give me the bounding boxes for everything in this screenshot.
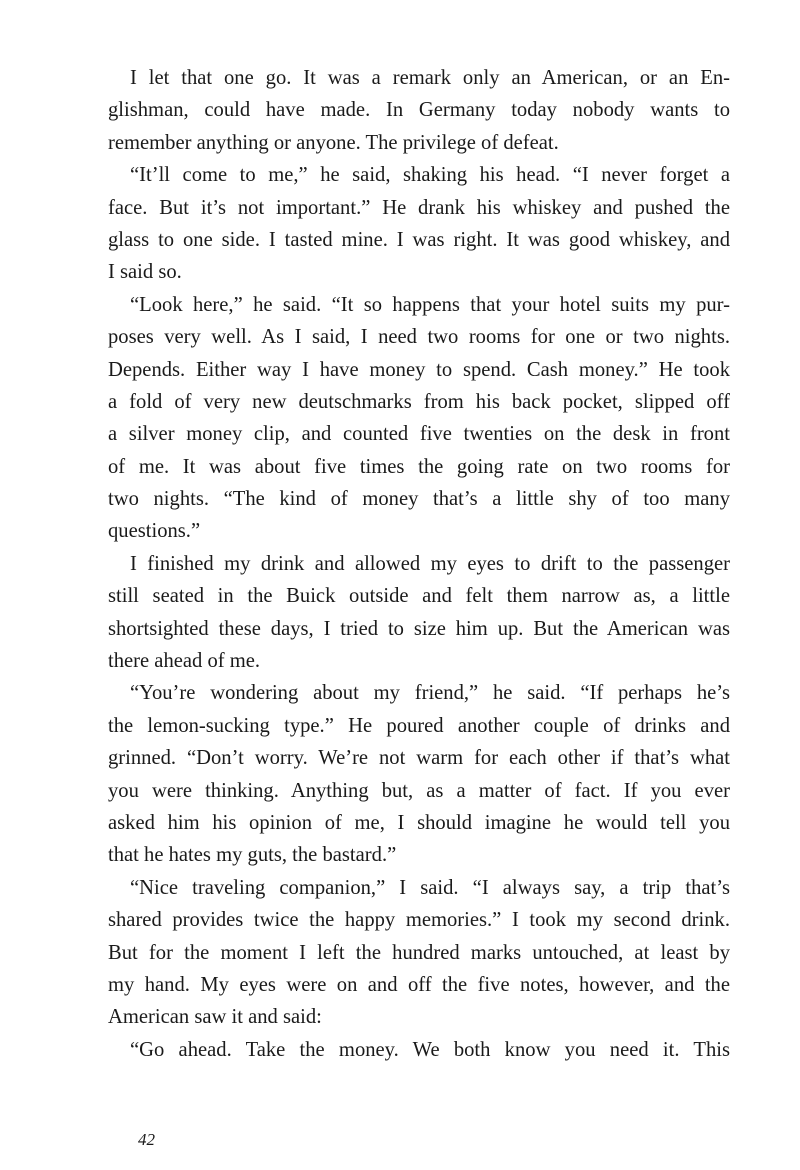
text-line: “You’re wondering about my friend,” he said. “If perhaps he’s	[130, 682, 730, 705]
text-line: “It’ll come to me,” he said, shaking his head. “I never forget a	[130, 164, 730, 187]
body-text	[108, 62, 730, 1066]
text-line: of me. It was about five times the going rate on two rooms for	[108, 455, 730, 478]
text-line: Depends. Either way I have money to spend. Cash money.” He took	[108, 358, 730, 381]
text-line: still seated in the Buick outside and felt them narrow as, a little	[108, 585, 730, 608]
text-line: remember anything or anyone. The privilege of defeat.	[108, 131, 559, 154]
text-line: there ahead of me.	[108, 650, 261, 673]
text-line: poses very well. As I said, I need two rooms for one or two nights.	[108, 326, 730, 349]
text-line: that he hates my guts, the bastard.”	[108, 844, 397, 867]
text-line: shared provides twice the happy memories.” I took my second drink.	[108, 909, 730, 932]
text-line: asked him his opinion of me, I should imagine he would tell you	[108, 811, 730, 834]
text-line: grinned. “Don’t worry. We’re not warm for each other if that’s what	[108, 747, 730, 770]
text-line: “Go ahead. Take the money. We both know you need it. This	[130, 1038, 730, 1061]
text-line: American saw it and said:	[108, 1006, 322, 1029]
text-line: I let that one go. It was a remark only an American, or an En-	[130, 67, 730, 89]
text-line: a silver money clip, and counted five twenties on the desk in front	[108, 423, 730, 446]
text-line: “Look here,” he said. “It so happens that your hotel suits my pur-	[130, 293, 730, 316]
text-line: I finished my drink and allowed my eyes to drift to the passenger	[130, 552, 730, 575]
text-line: I said so.	[108, 261, 182, 284]
paragraph	[108, 1034, 730, 1066]
paragraph	[108, 289, 730, 548]
paragraph	[108, 159, 730, 289]
paragraph	[108, 548, 730, 678]
text-line: glishman, could have made. In Germany today nobody wants to	[108, 99, 730, 122]
text-line: “Nice traveling companion,” I said. “I always say, a trip that’s	[130, 876, 730, 899]
text-line: you were thinking. Anything but, as a matter of fact. If you ever	[108, 779, 730, 802]
text-line: glass to one side. I tasted mine. I was right. It was good whiskey, and	[108, 228, 730, 251]
page-number: 42	[138, 1130, 155, 1149]
text-line: the lemon-sucking type.” He poured another couple of drinks and	[108, 714, 730, 737]
text-line: questions.”	[108, 520, 201, 543]
text-line: two nights. “The kind of money that’s a little shy of too many	[108, 488, 730, 511]
text-line: shortsighted these days, I tried to size him up. But the American was	[108, 617, 730, 640]
text-line: But for the moment I left the hundred marks untouched, at least by	[108, 941, 730, 964]
text-line: a fold of very new deutschmarks from his back pocket, slipped off	[108, 390, 730, 413]
text-line: my hand. My eyes were on and off the five notes, however, and the	[108, 973, 730, 996]
paragraph	[108, 677, 730, 871]
paragraph	[108, 872, 730, 1034]
paragraph	[108, 62, 730, 159]
text-line: face. But it’s not important.” He drank his whiskey and pushed the	[108, 196, 730, 219]
